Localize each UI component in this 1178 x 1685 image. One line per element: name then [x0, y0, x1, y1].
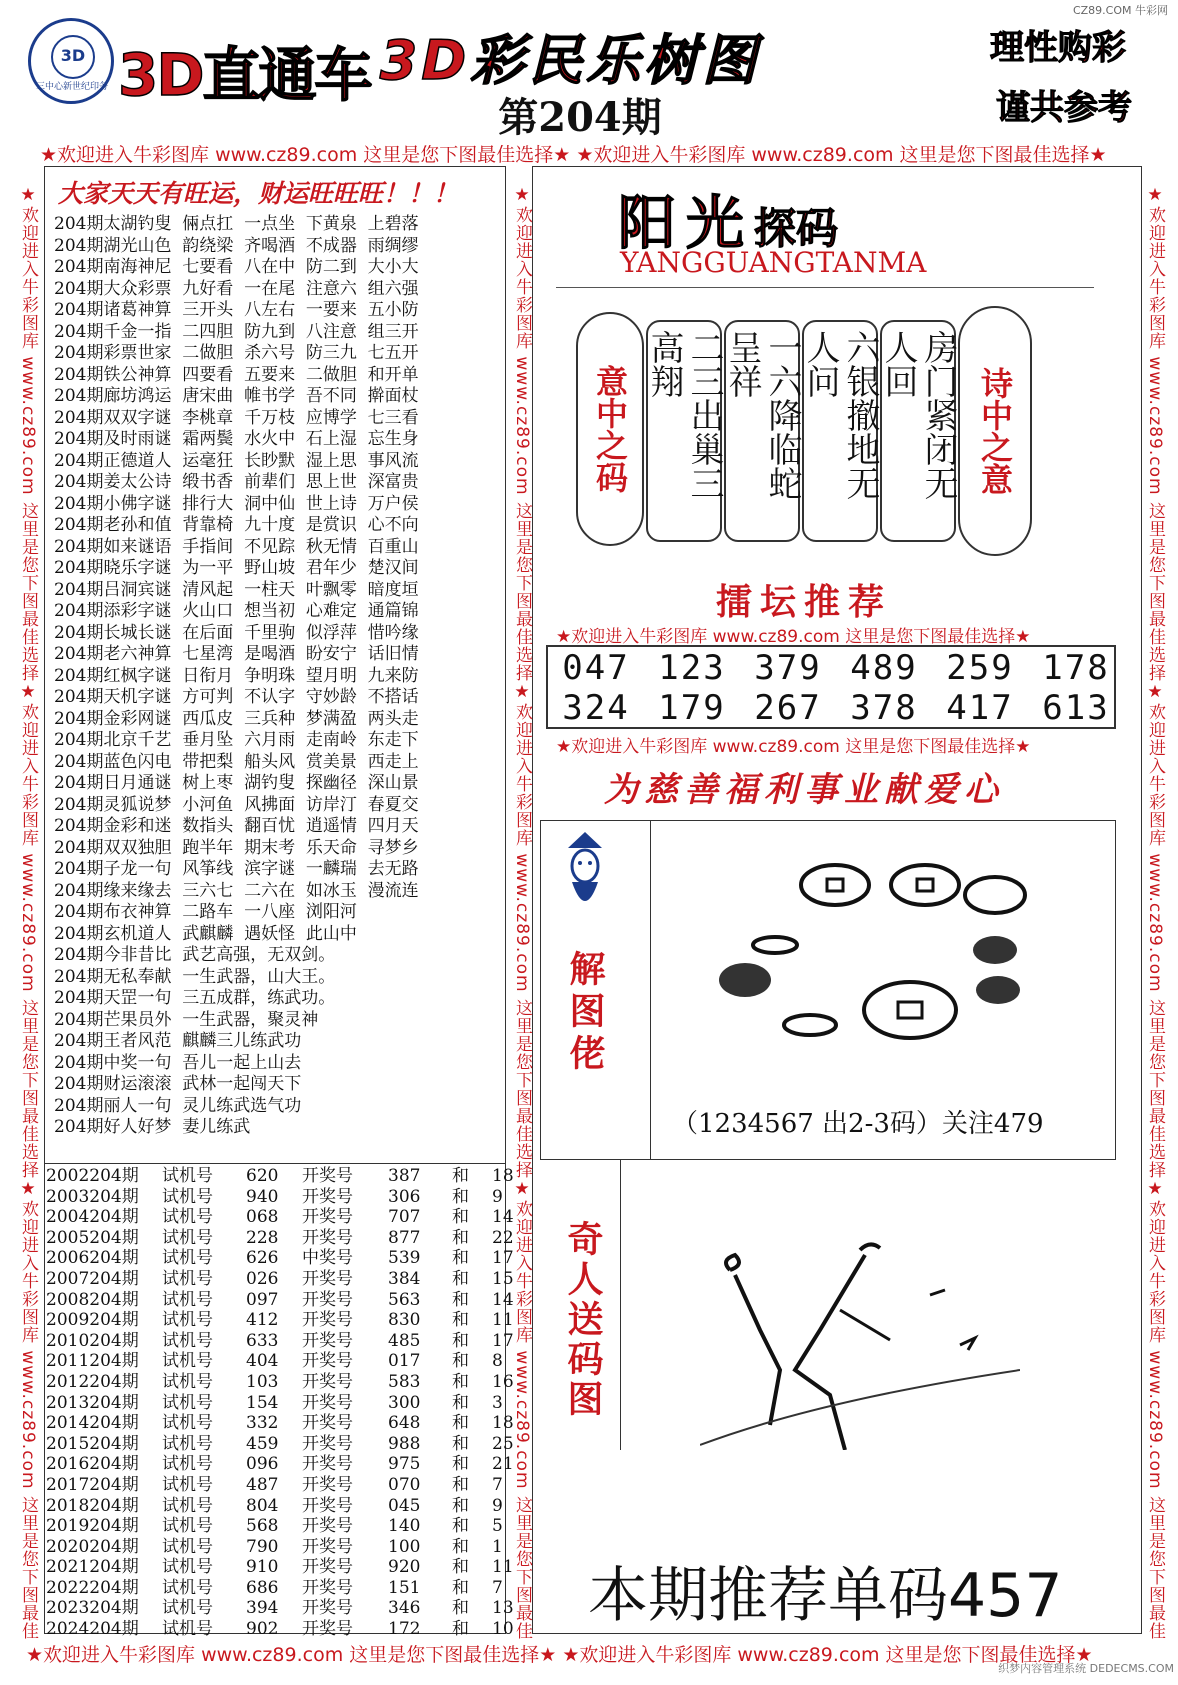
poem-line-3 [724, 320, 800, 542]
history-sum-label: 和 [452, 1619, 469, 1640]
sunshine-divider [556, 287, 1094, 288]
history-test-number: 412 [246, 1310, 279, 1331]
history-draw-number: 648 [388, 1413, 421, 1434]
riddle-row: 204期芒果员外 一生武器，聚灵神 [54, 1009, 319, 1030]
history-sum-number: 18 [492, 1166, 514, 1186]
forum-number: 179 [658, 688, 726, 728]
history-draw-number: 539 [388, 1248, 421, 1269]
history-sum-label: 和 [452, 1413, 469, 1434]
history-sum-label: 和 [452, 1474, 469, 1495]
riddle-row: 204期中奖一句 吾儿一起上山去 [54, 1052, 302, 1073]
history-test-number: 459 [246, 1433, 279, 1454]
history-test-label: 试机号 [162, 1330, 213, 1351]
bottom-banner: ★欢迎进入牛彩图库 www.cz89.com 这里是您下图最佳选择★ ★欢迎进入牛彩图库 www.cz89.com 这里是您下图最佳选择★ [26, 1644, 1093, 1666]
history-period: 2012204期 [46, 1371, 139, 1392]
history-sum-label: 和 [452, 1207, 469, 1228]
history-test-label: 试机号 [162, 1474, 213, 1495]
riddle-row: 204期好人好梦 妻儿练武 [54, 1117, 251, 1137]
history-sum-number: 7 [492, 1474, 503, 1495]
history-draw-number: 070 [388, 1474, 421, 1495]
history-draw-number: 306 [388, 1186, 421, 1207]
history-test-number: 394 [246, 1598, 279, 1619]
stranger-divider [620, 1160, 621, 1450]
history-test-number: 626 [246, 1248, 279, 1269]
riddle-row: 204期子龙一句 风筝线 滨字谜 一麟瑞 去无路 [54, 859, 419, 879]
poem-line-2 [802, 320, 878, 542]
history-draw-number: 172 [388, 1619, 421, 1640]
history-sum-number: 9 [492, 1495, 503, 1516]
history-test-number: 228 [246, 1227, 279, 1248]
history-period: 2020204期 [46, 1536, 139, 1557]
history-sum-label: 和 [452, 1536, 469, 1557]
history-draw-number: 387 [388, 1166, 421, 1186]
riddle-row: 204期双双字谜 李桃章 千万枝 应博学 七三看 [54, 407, 419, 428]
divider [44, 1163, 506, 1164]
history-draw-label: 开奖号 [302, 1371, 353, 1392]
history-test-label: 试机号 [162, 1577, 213, 1598]
history-sum-number: 18 [492, 1413, 514, 1434]
history-row [46, 1475, 534, 1496]
history-row [46, 1413, 534, 1434]
riddle-row: 204期南海神尼 七要看 八在中 防二到 大小大 [54, 257, 419, 277]
history-sum-number: 13 [492, 1598, 514, 1619]
history-sum-label: 和 [452, 1330, 469, 1351]
history-sum-label: 和 [452, 1186, 469, 1207]
riddle-row: 204期诸葛神算 三开头 八左右 一要来 五小防 [54, 300, 419, 320]
riddle-row: 204期太湖钓叟 倆点扛 一点坐 下黄泉 上碧落 [54, 214, 419, 234]
history-row [46, 1537, 534, 1558]
history-period: 2024204期 [46, 1619, 139, 1640]
history-sum-label: 和 [452, 1248, 469, 1269]
history-row [46, 1269, 534, 1290]
history-sum-label: 和 [452, 1577, 469, 1598]
riddle-row: 204期铁公神算 四要看 五要来 二做胆 和开单 [54, 364, 419, 385]
riddle-row: 204期晓乐字谜 为一平 野山坡 君年少 楚汉间 [54, 558, 419, 578]
history-row [46, 1598, 534, 1619]
history-test-label: 试机号 [162, 1248, 213, 1269]
riddle-row: 204期湖光山色 韵绕梁 齐喝酒 不成器 雨绸缪 [54, 235, 419, 256]
history-sum-number: 21 [492, 1454, 514, 1475]
history-sum-number: 10 [492, 1619, 514, 1640]
history-period: 2022204期 [46, 1577, 139, 1598]
forum-banner-top: ★欢迎进入牛彩图库 www.cz89.com 这里是您下图最佳选择★ [556, 627, 1031, 647]
history-row [46, 1310, 534, 1331]
history-sum-number: 5 [492, 1516, 503, 1537]
history-test-number: 068 [246, 1207, 279, 1228]
history-draw-label: 开奖号 [302, 1598, 353, 1619]
poem-line-3-text: 一六降临蛇呈祥 [722, 330, 802, 500]
riddle-row: 204期正德道人 运毫狂 长眇默 湿上思 事风流 [54, 450, 419, 471]
history-draw-label: 开奖号 [302, 1330, 353, 1351]
sunshine-title-small: 探码 [754, 204, 839, 253]
history-period: 2013204期 [46, 1392, 139, 1413]
history-sum-label: 和 [452, 1351, 469, 1372]
poem-line-1-text: 房门紧闭无人回 [878, 330, 958, 500]
history-draw-number: 988 [388, 1433, 421, 1454]
logo-3d-icon: 3D [51, 35, 95, 79]
history-test-label: 试机号 [162, 1392, 213, 1413]
history-sum-number: 1 [492, 1536, 503, 1557]
history-sum-number: 17 [492, 1330, 514, 1351]
recommend-number: 本期推荐单码457 [588, 1561, 1063, 1631]
forum-number: 267 [754, 688, 822, 728]
history-sum-number: 8 [492, 1351, 503, 1372]
history-draw-label: 开奖号 [302, 1289, 353, 1310]
poem-line-4 [646, 320, 722, 542]
left-label-text: 意中之码 [591, 365, 629, 493]
history-test-label: 试机号 [162, 1371, 213, 1392]
riddle-row: 204期财运滚滚 武林一起闯天下 [54, 1074, 302, 1094]
history-test-number: 804 [246, 1495, 279, 1516]
history-sum-label: 和 [452, 1227, 469, 1248]
forum-number: 178 [1042, 648, 1110, 688]
history-sum-number: 22 [492, 1227, 514, 1248]
history-period: 2018204期 [46, 1495, 139, 1516]
forum-number: 379 [754, 648, 822, 688]
history-period: 2002204期 [46, 1166, 139, 1186]
history-sum-number: 3 [492, 1392, 503, 1413]
riddle-row: 204期天罡一句 三五成群，练武功。 [54, 988, 336, 1008]
history-draw-label: 开奖号 [302, 1207, 353, 1228]
history-draw-number: 707 [388, 1207, 421, 1228]
history-period: 2021204期 [46, 1557, 139, 1578]
riddle-divider [650, 820, 651, 1160]
history-sum-number: 16 [492, 1371, 514, 1392]
left-panel-heading: 大家天天有旺运，财运旺旺旺！！！ [58, 179, 459, 208]
history-row [46, 1619, 534, 1640]
history-draw-label: 开奖号 [302, 1310, 353, 1331]
watermark: 织梦内容管理系统 DEDECMS.COM [998, 1662, 1174, 1675]
riddle-row: 204期千金一指 二四胆 防九到 八注意 组三开 [54, 321, 419, 342]
history-row [46, 1331, 534, 1352]
riddle-row: 204期吕洞宾谜 清风起 一柱天 叶飘零 暗度垣 [54, 579, 419, 600]
forum-row-2 [548, 688, 1124, 728]
riddle-row: 204期王者风范 麒麟三儿练武功 [54, 1031, 302, 1051]
history-period: 2004204期 [46, 1207, 139, 1228]
riddle-row: 204期双双独胆 跑半年 期末考 乐天命 寻梦乡 [54, 837, 419, 858]
history-draw-number: 100 [388, 1536, 421, 1557]
history-row [46, 1372, 534, 1393]
history-sum-label: 和 [452, 1289, 469, 1310]
history-draw-number: 384 [388, 1268, 421, 1289]
riddle-row: 204期长城长谜 在后面 千里驹 似浮萍 惜吟缘 [54, 622, 419, 643]
riddle-row: 204期如来谜语 手指间 不见踪 秋无情 百重山 [54, 536, 419, 557]
right-label-scroll [958, 306, 1032, 556]
poem-line-4-text: 二三出巢三高翔 [644, 330, 724, 500]
forum-banner-bottom: ★欢迎进入牛彩图库 www.cz89.com 这里是您下图最佳选择★ [556, 737, 1031, 757]
history-row [46, 1207, 534, 1228]
top-banner: ★欢迎进入牛彩图库 www.cz89.com 这里是您下图最佳选择★ ★欢迎进入牛彩图库 www.cz89.com 这里是您下图最佳选择★ [40, 144, 1107, 166]
history-test-label: 试机号 [162, 1227, 213, 1248]
history-row [46, 1228, 534, 1249]
sage-icon [560, 830, 610, 920]
history-row [46, 1393, 534, 1414]
history-period: 2023204期 [46, 1598, 139, 1619]
history-period: 2017204期 [46, 1474, 139, 1495]
history-draw-number: 485 [388, 1330, 421, 1351]
history-test-number: 332 [246, 1413, 279, 1434]
site-tag: CZ89.COM 牛彩网 [1072, 4, 1168, 17]
history-draw-label: 开奖号 [302, 1495, 353, 1516]
riddle-row: 204期老六神算 七星湾 是喝酒 盼安宁 话旧情 [54, 644, 419, 664]
forum-number: 259 [946, 648, 1014, 688]
issue-number: 第204期 [498, 94, 662, 141]
riddle-row: 204期金彩和迷 数指头 翻百忧 逍遥情 四月天 [54, 816, 419, 836]
history-draw-number: 975 [388, 1454, 421, 1475]
history-row [46, 1166, 534, 1187]
forum-number: 123 [658, 648, 726, 688]
history-test-label: 试机号 [162, 1186, 213, 1207]
history-draw-label: 开奖号 [302, 1392, 353, 1413]
history-test-label: 试机号 [162, 1516, 213, 1537]
history-test-label: 试机号 [162, 1433, 213, 1454]
poem-line-1 [880, 320, 956, 542]
history-test-number: 096 [246, 1454, 279, 1475]
left-side-banner: ★欢迎进入牛彩图库 www.cz89.com 这里是您下图最佳选择★欢迎进入牛彩图库 www.cz89.com 这里是您下图最佳选择★欢迎进入牛彩图库 www.cz89.com 这里是您下图最佳 [18, 185, 38, 1640]
history-draw-number: 151 [388, 1577, 421, 1598]
riddle-row: 204期姜太公诗 缎书香 前辈们 思上世 深富贵 [54, 472, 419, 492]
riddle-row: 204期缘来缘去 三六七 二六在 如冰玉 漫流连 [54, 880, 419, 901]
history-test-number: 568 [246, 1516, 279, 1537]
history-sum-label: 和 [452, 1433, 469, 1454]
logo-seal-text: 三中心新世纪印务 [35, 82, 108, 92]
history-draw-label: 开奖号 [302, 1351, 353, 1372]
forum-number: 378 [850, 688, 918, 728]
riddle-row: 204期红枫字谜 日衔月 争明珠 望月明 九来防 [54, 665, 419, 686]
history-test-label: 试机号 [162, 1557, 213, 1578]
history-draw-label: 开奖号 [302, 1166, 353, 1186]
history-row [46, 1248, 534, 1269]
history-draw-number: 045 [388, 1495, 421, 1516]
riddle-row: 204期及时雨谜 霜两鬓 水火中 石上湿 忘生身 [54, 429, 419, 449]
riddle-row: 204期今非昔比 武艺高强，无双剑。 [54, 945, 336, 965]
riddle-label: 解图佬 [564, 950, 606, 1076]
forum-number: 047 [562, 648, 630, 688]
forum-number: 489 [850, 648, 918, 688]
riddle-row: 204期天机字谜 方可判 不认字 守妙龄 不搭话 [54, 687, 419, 707]
riddle-row: 204期小佛字谜 排行大 洞中仙 世上诗 万户侯 [54, 493, 419, 514]
history-sum-number: 14 [492, 1207, 514, 1228]
history-row [46, 1557, 534, 1578]
history-draw-label: 开奖号 [302, 1268, 353, 1289]
history-period: 2008204期 [46, 1289, 139, 1310]
history-draw-number: 346 [388, 1598, 421, 1619]
history-sum-label: 和 [452, 1392, 469, 1413]
riddle-row: 204期老孙和值 背靠椅 九十度 是赏识 心不向 [54, 515, 419, 535]
history-sum-label: 和 [452, 1557, 469, 1578]
history-test-number: 620 [246, 1166, 279, 1186]
history-test-number: 790 [246, 1536, 279, 1557]
history-period: 2007204期 [46, 1268, 139, 1289]
history-draw-label: 开奖号 [302, 1454, 353, 1475]
riddle-row: 204期大众彩票 九好看 一在尾 注意六 组六强 [54, 278, 419, 299]
right-side-banner: ★欢迎进入牛彩图库 www.cz89.com 这里是您下图最佳选择★欢迎进入牛彩图库 www.cz89.com 这里是您下图最佳选择★欢迎进入牛彩图库 www.cz89.com 这里是您下图最佳 [1145, 185, 1165, 1640]
slogan-1: 理性购彩 [990, 28, 1126, 68]
riddle-row: 204期北京千艺 垂月坠 六月雨 走南岭 东走下 [54, 730, 419, 750]
right-label-text: 诗中之意 [976, 367, 1014, 495]
history-row [46, 1516, 534, 1537]
history-sum-number: 15 [492, 1268, 514, 1289]
history-period: 2010204期 [46, 1330, 139, 1351]
history-draw-label: 开奖号 [302, 1516, 353, 1537]
riddle-row: 204期玄机道人 武麒麟 遇妖怪 此山中 [54, 923, 357, 944]
riddle-caption: （1234567 出2-3码）关注479 [672, 1109, 1044, 1139]
history-row [46, 1290, 534, 1311]
history-period: 2016204期 [46, 1454, 139, 1475]
history-test-number: 026 [246, 1268, 279, 1289]
stranger-label: 奇人送码图 [562, 1220, 604, 1420]
history-period: 2003204期 [46, 1186, 139, 1207]
riddle-row: 204期灵狐说梦 小河鱼 风拂面 访岸汀 春夏交 [54, 794, 419, 815]
history-sum-number: 9 [492, 1186, 503, 1207]
history-sum-label: 和 [452, 1598, 469, 1619]
sunshine-title-big: 阳光 [618, 189, 755, 257]
history-draw-number: 877 [388, 1227, 421, 1248]
forum-title: 擂坛推荐 [716, 581, 893, 623]
history-draw-label: 开奖号 [302, 1186, 353, 1207]
history-draw-number: 920 [388, 1557, 421, 1578]
history-sum-number: 11 [492, 1557, 514, 1578]
history-test-label: 试机号 [162, 1454, 213, 1475]
history-test-label: 试机号 [162, 1413, 213, 1434]
history-draw-number: 017 [388, 1351, 421, 1372]
forum-number: 613 [1042, 688, 1110, 728]
history-draw-number: 563 [388, 1289, 421, 1310]
history-sum-number: 11 [492, 1310, 514, 1331]
history-draw-label: 开奖号 [302, 1227, 353, 1248]
history-row [46, 1187, 534, 1208]
riddle-row: 204期彩票世家 二做胆 杀六号 防三九 七五开 [54, 343, 419, 363]
history-test-number: 910 [246, 1557, 279, 1578]
riddle-row: 204期无私奉献 一生武器，山大王。 [54, 966, 336, 987]
history-sum-label: 和 [452, 1310, 469, 1331]
history-row [46, 1454, 534, 1475]
history-sum-number: 14 [492, 1289, 514, 1310]
history-test-label: 试机号 [162, 1207, 213, 1228]
history-test-label: 试机号 [162, 1619, 213, 1640]
history-test-number: 097 [246, 1289, 279, 1310]
riddle-row: 204期布衣神算 二路车 一八座 浏阳河 [54, 902, 357, 922]
history-draw-number: 140 [388, 1516, 421, 1537]
logo-seal [28, 18, 114, 104]
history-sum-label: 和 [452, 1371, 469, 1392]
history-sum-number: 7 [492, 1577, 503, 1598]
history-test-number: 940 [246, 1186, 279, 1207]
history-period: 2019204期 [46, 1516, 139, 1537]
history-test-label: 试机号 [162, 1310, 213, 1331]
history-test-label: 试机号 [162, 1166, 213, 1186]
stranger-drawing [700, 1220, 1020, 1450]
sunshine-pinyin: YANGGUANGTANMA [620, 246, 927, 279]
history-sum-label: 和 [452, 1166, 469, 1186]
left-label-scroll [576, 312, 644, 546]
history-draw-label: 开奖号 [302, 1413, 353, 1434]
history-sum-label: 和 [452, 1495, 469, 1516]
history-test-number: 404 [246, 1351, 279, 1372]
riddle-row: 204期丽人一句 灵儿练武选气功 [54, 1095, 302, 1116]
history-test-label: 试机号 [162, 1268, 213, 1289]
history-sum-number: 17 [492, 1248, 514, 1269]
riddle-row: 204期蓝色闪电 带把梨 船头风 赏美景 西走上 [54, 751, 419, 772]
history-draw-number: 583 [388, 1371, 421, 1392]
history-test-number: 633 [246, 1330, 279, 1351]
forum-number: 417 [946, 688, 1014, 728]
history-period: 2011204期 [46, 1351, 139, 1372]
history-period: 2005204期 [46, 1227, 139, 1248]
history-test-label: 试机号 [162, 1598, 213, 1619]
history-test-number: 902 [246, 1619, 279, 1640]
history-draw-number: 300 [388, 1392, 421, 1413]
history-row [46, 1351, 534, 1372]
history-test-number: 154 [246, 1392, 279, 1413]
history-row [46, 1578, 534, 1599]
history-test-label: 试机号 [162, 1351, 213, 1372]
history-period: 2014204期 [46, 1413, 139, 1434]
slogan-2: 谨共参考 [996, 88, 1132, 128]
forum-row-1 [548, 648, 1124, 688]
history-sum-number: 25 [492, 1433, 514, 1454]
history-test-label: 试机号 [162, 1495, 213, 1516]
history-period: 2009204期 [46, 1310, 139, 1331]
logo-text: 3D直通车 [118, 41, 371, 109]
forum-number: 324 [562, 688, 630, 728]
riddle-list [54, 214, 419, 1139]
history-period: 2015204期 [46, 1433, 139, 1454]
history-test-number: 487 [246, 1474, 279, 1495]
history-sum-label: 和 [452, 1268, 469, 1289]
history-row [46, 1496, 534, 1517]
history-draw-label: 开奖号 [302, 1557, 353, 1578]
history-sum-label: 和 [452, 1454, 469, 1475]
history-row [46, 1434, 534, 1455]
history-table [46, 1166, 534, 1640]
riddle-row: 204期廊坊鸿运 唐宋曲 帷书学 吾不同 擀面杖 [54, 386, 419, 406]
page-title: 3D彩民乐树图 [379, 29, 761, 92]
history-draw-label: 开奖号 [302, 1474, 353, 1495]
history-draw-number: 830 [388, 1310, 421, 1331]
history-draw-label: 开奖号 [302, 1433, 353, 1454]
riddle-row: 204期日月通谜 树上枣 湖钓叟 探幽径 深山景 [54, 773, 419, 793]
history-test-number: 103 [246, 1371, 279, 1392]
riddle-row: 204期添彩字谜 火山口 想当初 心难定 通篇锦 [54, 601, 419, 621]
poem-line-2-text: 六银撤地无人问 [800, 330, 880, 500]
history-draw-label: 中奖号 [302, 1248, 353, 1269]
history-draw-label: 开奖号 [302, 1619, 353, 1640]
history-draw-label: 开奖号 [302, 1536, 353, 1557]
riddle-coin-drawing [680, 840, 1080, 1050]
charity-slogan: 为慈善福利事业献爱心 [604, 770, 1004, 810]
history-draw-label: 开奖号 [302, 1577, 353, 1598]
history-test-number: 686 [246, 1577, 279, 1598]
history-test-label: 试机号 [162, 1289, 213, 1310]
history-period: 2006204期 [46, 1248, 139, 1269]
riddle-row: 204期金彩网谜 西瓜皮 三兵种 梦满盈 两头走 [54, 708, 419, 729]
history-test-label: 试机号 [162, 1536, 213, 1557]
history-sum-label: 和 [452, 1516, 469, 1537]
middle-side-banner: ★欢迎进入牛彩图库 www.cz89.com 这里是您下图最佳选择★欢迎进入牛彩图库 www.cz89.com 这里是您下图最佳选择★欢迎进入牛彩图库 www.cz89.com 这里是您下图最佳 [512, 185, 532, 1640]
